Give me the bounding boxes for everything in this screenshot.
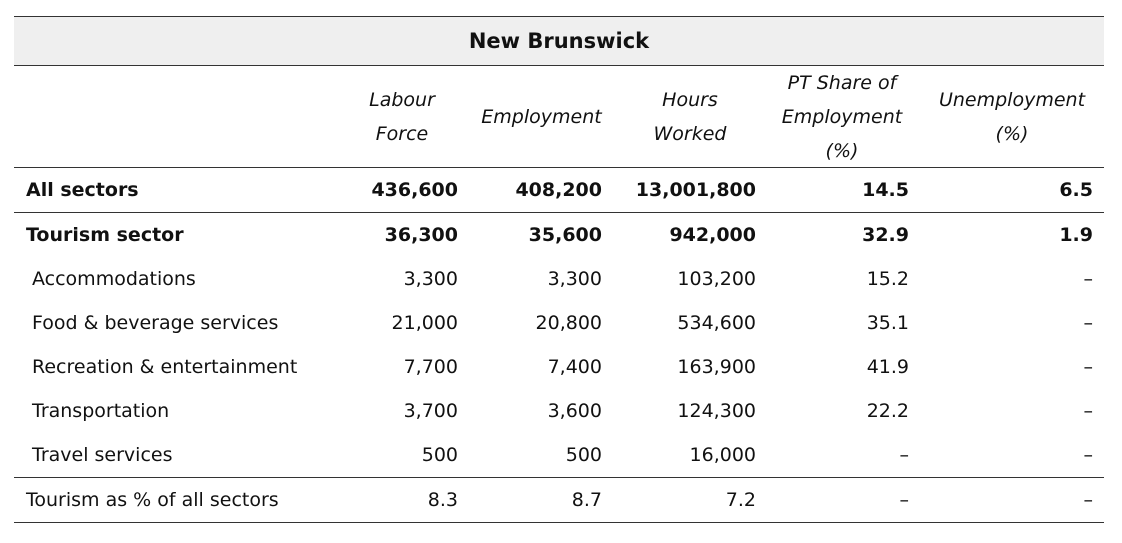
header-labour-force: Labour Force — [369, 88, 435, 145]
cell-pt-share: 15.2 — [866, 268, 909, 290]
table-title: New Brunswick — [14, 16, 1104, 66]
data-table — [14, 16, 1104, 523]
cell-labour-force: 436,600 — [371, 179, 458, 201]
cell-employment: 408,200 — [515, 179, 602, 201]
table-row — [14, 257, 1104, 301]
cell-labour-force: 3,300 — [403, 268, 458, 290]
row-label: Tourism as % of all sectors — [26, 489, 279, 511]
row-label: All sectors — [26, 179, 139, 201]
header-employment: Employment — [481, 105, 602, 128]
cell-unemployment: – — [1083, 268, 1093, 290]
cell-labour-force: 21,000 — [391, 312, 458, 334]
cell-labour-force: 500 — [421, 444, 458, 466]
cell-employment: 35,600 — [528, 224, 602, 246]
table-row — [14, 345, 1104, 389]
cell-pt-share: 32.9 — [862, 224, 909, 246]
cell-pt-share: 22.2 — [866, 400, 909, 422]
cell-employment: 500 — [565, 444, 602, 466]
cell-hours-worked: 103,200 — [677, 268, 756, 290]
cell-hours-worked: 534,600 — [677, 312, 756, 334]
cell-unemployment: 6.5 — [1059, 179, 1093, 201]
cell-pt-share: 35.1 — [866, 312, 909, 334]
cell-unemployment: – — [1083, 400, 1093, 422]
cell-hours-worked: 16,000 — [689, 444, 756, 466]
table-row — [14, 168, 1104, 213]
cell-pt-share: – — [899, 489, 909, 511]
cell-pt-share: 14.5 — [862, 179, 909, 201]
cell-labour-force: 3,700 — [403, 400, 458, 422]
header-unemployment: Unemployment (%) — [938, 88, 1086, 145]
row-label: Tourism sector — [26, 224, 184, 246]
table-row — [14, 478, 1104, 523]
table-row — [14, 389, 1104, 433]
table-row — [14, 213, 1104, 257]
table-row — [14, 433, 1104, 478]
row-label: Food & beverage services — [32, 312, 279, 334]
table-row — [14, 301, 1104, 345]
cell-labour-force: 7,700 — [403, 356, 458, 378]
row-label: Accommodations — [32, 268, 196, 290]
row-label: Transportation — [32, 400, 170, 422]
cell-pt-share: 41.9 — [866, 356, 909, 378]
cell-hours-worked: 13,001,800 — [635, 179, 756, 201]
row-label: Travel services — [32, 444, 173, 466]
cell-unemployment: – — [1083, 444, 1093, 466]
cell-unemployment: – — [1083, 489, 1093, 511]
cell-labour-force: 8.3 — [427, 489, 458, 511]
cell-unemployment: – — [1083, 312, 1093, 334]
header-row — [14, 66, 1104, 168]
cell-pt-share: – — [899, 444, 909, 466]
row-label: Recreation & entertainment — [32, 356, 298, 378]
cell-employment: 20,800 — [535, 312, 602, 334]
cell-hours-worked: 942,000 — [669, 224, 756, 246]
cell-labour-force: 36,300 — [384, 224, 458, 246]
cell-employment: 3,600 — [547, 400, 602, 422]
cell-unemployment: – — [1083, 356, 1093, 378]
header-pt-share: PT Share of Employment (%) — [781, 71, 903, 162]
cell-hours-worked: 124,300 — [677, 400, 756, 422]
header-hours-worked: Hours Worked — [653, 88, 727, 145]
cell-hours-worked: 163,900 — [677, 356, 756, 378]
cell-unemployment: 1.9 — [1059, 224, 1093, 246]
cell-employment: 7,400 — [547, 356, 602, 378]
cell-hours-worked: 7.2 — [725, 489, 756, 511]
cell-employment: 3,300 — [547, 268, 602, 290]
cell-employment: 8.7 — [571, 489, 602, 511]
